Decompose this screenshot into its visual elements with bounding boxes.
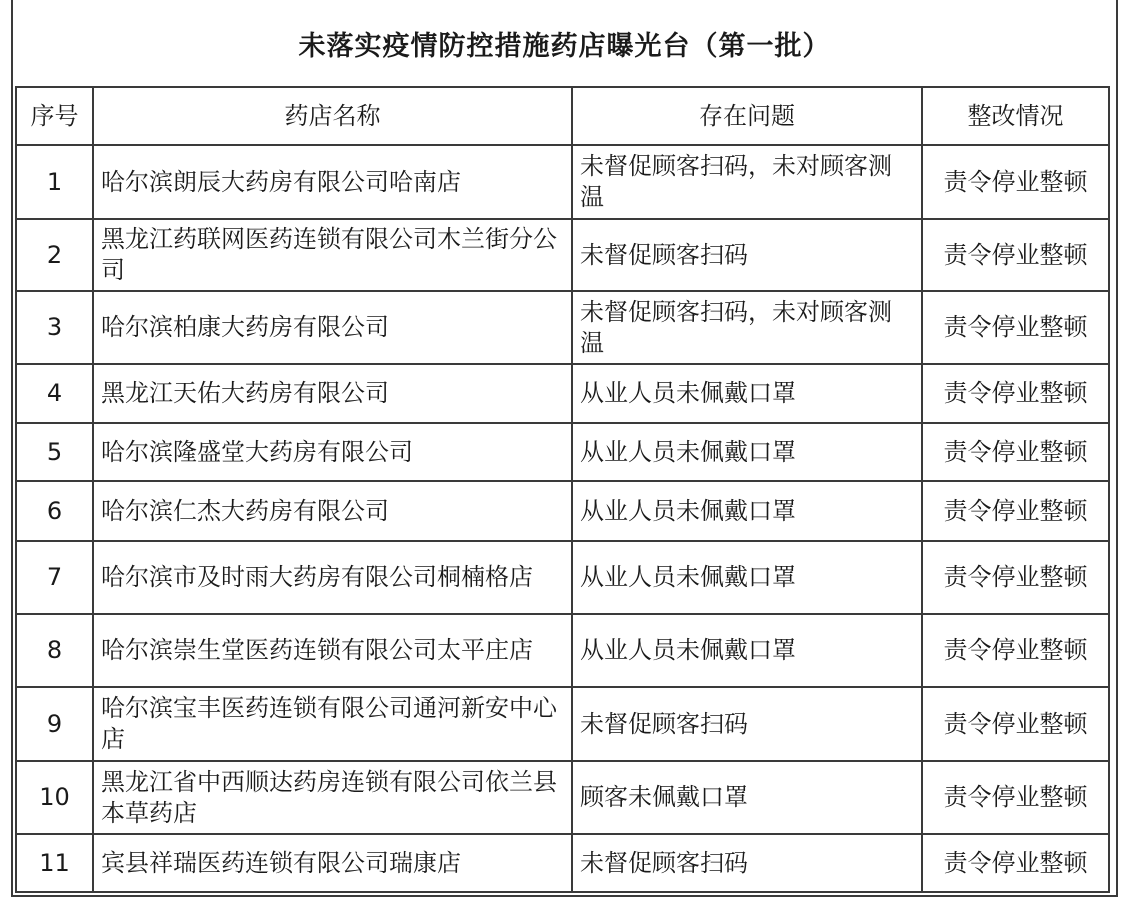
- issue-text: 未督促顾客扫码: [572, 834, 922, 892]
- issue-text: 从业人员未佩戴口罩: [572, 481, 922, 541]
- header-number: 序号: [16, 87, 93, 145]
- document-title: 未落实疫情防控措施药店曝光台（第一批）: [298, 30, 831, 62]
- rectification-status: 责令停业整顿: [922, 481, 1109, 541]
- table-row: [16, 364, 1109, 423]
- pharmacy-name: 哈尔滨市及时雨大药房有限公司桐楠格店: [93, 541, 572, 614]
- pharmacy-name: 哈尔滨柏康大药房有限公司: [93, 291, 572, 364]
- issue-text: 顾客未佩戴口罩: [572, 761, 922, 834]
- pharmacy-name: 黑龙江省中西顺达药房连锁有限公司依兰县本草药店: [93, 761, 572, 834]
- table-row: [16, 761, 1109, 834]
- rectification-status: 责令停业整顿: [922, 614, 1109, 687]
- table-row: [16, 219, 1109, 291]
- issue-text: 从业人员未佩戴口罩: [572, 541, 922, 614]
- rectification-status: 责令停业整顿: [922, 423, 1109, 481]
- rectification-status: 责令停业整顿: [922, 541, 1109, 614]
- table-row: [16, 834, 1109, 892]
- row-number: 3: [16, 291, 93, 364]
- pharmacy-name: 哈尔滨崇生堂医药连锁有限公司太平庄店: [93, 614, 572, 687]
- issue-text: 从业人员未佩戴口罩: [572, 423, 922, 481]
- row-number: 4: [16, 364, 93, 423]
- issue-text: 未督促顾客扫码，未对顾客测温: [572, 291, 922, 364]
- row-number: 11: [16, 834, 93, 892]
- row-number: 1: [16, 145, 93, 219]
- rectification-status: 责令停业整顿: [922, 687, 1109, 761]
- row-number: 6: [16, 481, 93, 541]
- header-pharmacy-name: 药店名称: [93, 87, 572, 145]
- table-row: [16, 541, 1109, 614]
- pharmacy-name: 哈尔滨仁杰大药房有限公司: [93, 481, 572, 541]
- pharmacy-name: 宾县祥瑞医药连锁有限公司瑞康店: [93, 834, 572, 892]
- rectification-status: 责令停业整顿: [922, 364, 1109, 423]
- rectification-status: 责令停业整顿: [922, 291, 1109, 364]
- table-row: [16, 291, 1109, 364]
- pharmacy-name: 哈尔滨朗辰大药房有限公司哈南店: [93, 145, 572, 219]
- row-number: 9: [16, 687, 93, 761]
- issue-text: 未督促顾客扫码: [572, 687, 922, 761]
- row-number: 7: [16, 541, 93, 614]
- rectification-status: 责令停业整顿: [922, 761, 1109, 834]
- rectification-status: 责令停业整顿: [922, 219, 1109, 291]
- pharmacy-table: [15, 86, 1110, 893]
- rectification-status: 责令停业整顿: [922, 145, 1109, 219]
- table-row: [16, 687, 1109, 761]
- row-number: 5: [16, 423, 93, 481]
- pharmacy-name: 哈尔滨隆盛堂大药房有限公司: [93, 423, 572, 481]
- table-row: [16, 145, 1109, 219]
- issue-text: 未督促顾客扫码: [572, 219, 922, 291]
- pharmacy-name: 黑龙江药联网医药连锁有限公司木兰街分公司: [93, 219, 572, 291]
- row-number: 2: [16, 219, 93, 291]
- row-number: 10: [16, 761, 93, 834]
- issue-text: 从业人员未佩戴口罩: [572, 364, 922, 423]
- table-row: [16, 614, 1109, 687]
- pharmacy-name: 哈尔滨宝丰医药连锁有限公司通河新安中心店: [93, 687, 572, 761]
- table-row: [16, 481, 1109, 541]
- rectification-status: 责令停业整顿: [922, 834, 1109, 892]
- header-issue: 存在问题: [572, 87, 922, 145]
- issue-text: 未督促顾客扫码，未对顾客测温: [572, 145, 922, 219]
- issue-text: 从业人员未佩戴口罩: [572, 614, 922, 687]
- row-number: 8: [16, 614, 93, 687]
- header-rectification: 整改情况: [922, 87, 1109, 145]
- pharmacy-name: 黑龙江天佑大药房有限公司: [93, 364, 572, 423]
- table-header-row: [16, 87, 1109, 145]
- table-row: [16, 423, 1109, 481]
